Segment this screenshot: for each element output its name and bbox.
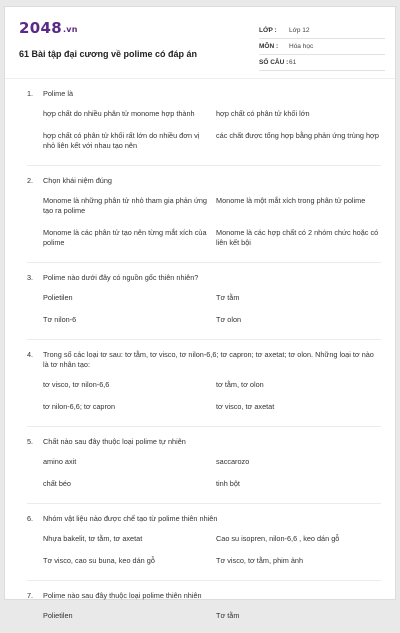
question-text: Polime là [43, 89, 74, 98]
divider [27, 165, 381, 166]
answer-option[interactable]: Tơ visco, cao su buna, keo dán gỗ [43, 556, 155, 565]
answer-option[interactable]: Monome là những phân tử nhỏ tham gia phản ứng tạo ra polime [43, 196, 207, 215]
question-number: 1. [27, 89, 34, 98]
question-number: 5. [27, 437, 34, 446]
document-title: 61 Bài tập đại cương về polime có đáp án [19, 49, 197, 59]
answer-option[interactable]: Tơ olon [216, 315, 242, 324]
question-6 [27, 514, 381, 578]
answer-option[interactable]: chất béo [43, 479, 71, 488]
answer-option[interactable]: Tơ nilon-6 [43, 315, 77, 324]
question-2 [27, 176, 381, 260]
question-text: Polime nào dưới đây có nguồn gốc thiên nhiên? [43, 273, 199, 282]
question-text: Polime nào sau đây thuộc loại polime thiên nhiên [43, 591, 202, 600]
question-number: 4. [27, 350, 34, 359]
divider [27, 262, 381, 263]
answer-option[interactable]: tinh bột [216, 479, 240, 488]
answer-option[interactable]: Polietilen [43, 293, 73, 302]
question-7 [27, 591, 381, 633]
answer-option[interactable]: Tơ tằm [216, 611, 240, 620]
question-text: Nhóm vật liệu nào được chế tạo từ polime thiên nhiên [43, 514, 218, 523]
answer-option[interactable]: tơ tằm, tơ olon [216, 380, 264, 389]
divider [27, 503, 381, 504]
question-text: Trong số các loại tơ sau: tơ tằm, tơ visco, tơ nilon-6,6; tơ capron; tơ axetat; tơ olon. Những loại tơ nào là tơ nhân tạo: [43, 350, 374, 369]
answer-option[interactable]: hợp chất do nhiều phân tử monome hợp thành [43, 109, 195, 118]
meta-row-class: LỚP : Lớp 12 [259, 23, 385, 39]
answer-option[interactable]: Cao su isopren, nilon-6,6 , keo dán gỗ [216, 534, 340, 543]
question-1 [27, 89, 381, 163]
answer-option[interactable]: Monome là các hợp chất có 2 nhóm chức hoặc có liên kết bội [216, 228, 379, 247]
site-logo[interactable]: 2048.vn [19, 19, 78, 37]
document-page [4, 6, 396, 620]
answer-option[interactable]: tơ visco, tơ axetat [216, 402, 275, 411]
meta-info [259, 23, 385, 71]
divider [27, 426, 381, 427]
answer-option[interactable]: Tơ visco, tơ tằm, phim ảnh [216, 556, 304, 565]
answer-option[interactable]: tơ nilon-6,6; tơ capron [43, 402, 116, 411]
meta-row-subject: MÔN : Hóa học [259, 39, 385, 55]
answer-option[interactable]: saccarozo [216, 457, 250, 466]
question-number: 2. [27, 176, 34, 185]
answer-option[interactable]: hợp chất có phân tử khối lớn [216, 109, 310, 118]
question-text: Chất nào sau đây thuộc loại polime tự nhiên [43, 437, 186, 446]
question-4 [27, 350, 381, 424]
answer-option[interactable]: Monome là một mắt xích trong phân tử polime [216, 196, 366, 205]
question-3 [27, 273, 381, 337]
answer-option[interactable]: amino axit [43, 457, 77, 466]
question-5 [27, 437, 381, 501]
question-number: 3. [27, 273, 34, 282]
answer-option[interactable]: hợp chất có phân tử khối rất lớn do nhiều đơn vị nhỏ liên kết với nhau tạo nên [43, 131, 200, 150]
answer-option[interactable]: Tơ tằm [216, 293, 240, 302]
document-header [5, 7, 395, 79]
answer-option[interactable]: Monome là các phân tử tạo nên từng mắt xích của polime [43, 228, 207, 247]
divider [27, 580, 381, 581]
question-text: Chọn khái niệm đúng [43, 176, 112, 185]
question-number: 7. [27, 591, 34, 600]
answer-option[interactable]: Polietilen [43, 611, 73, 620]
answer-option[interactable]: Nhựa bakelit, tơ tằm, tơ axetat [43, 534, 143, 543]
answer-option[interactable]: các chất được tổng hợp bằng phản ứng trùng hợp [216, 131, 379, 140]
meta-row-count: SỐ CÂU : 61 [259, 55, 385, 71]
question-number: 6. [27, 514, 34, 523]
answer-option[interactable]: tơ visco, tơ nilon-6,6 [43, 380, 110, 389]
question-list [5, 79, 395, 633]
divider [27, 339, 381, 340]
